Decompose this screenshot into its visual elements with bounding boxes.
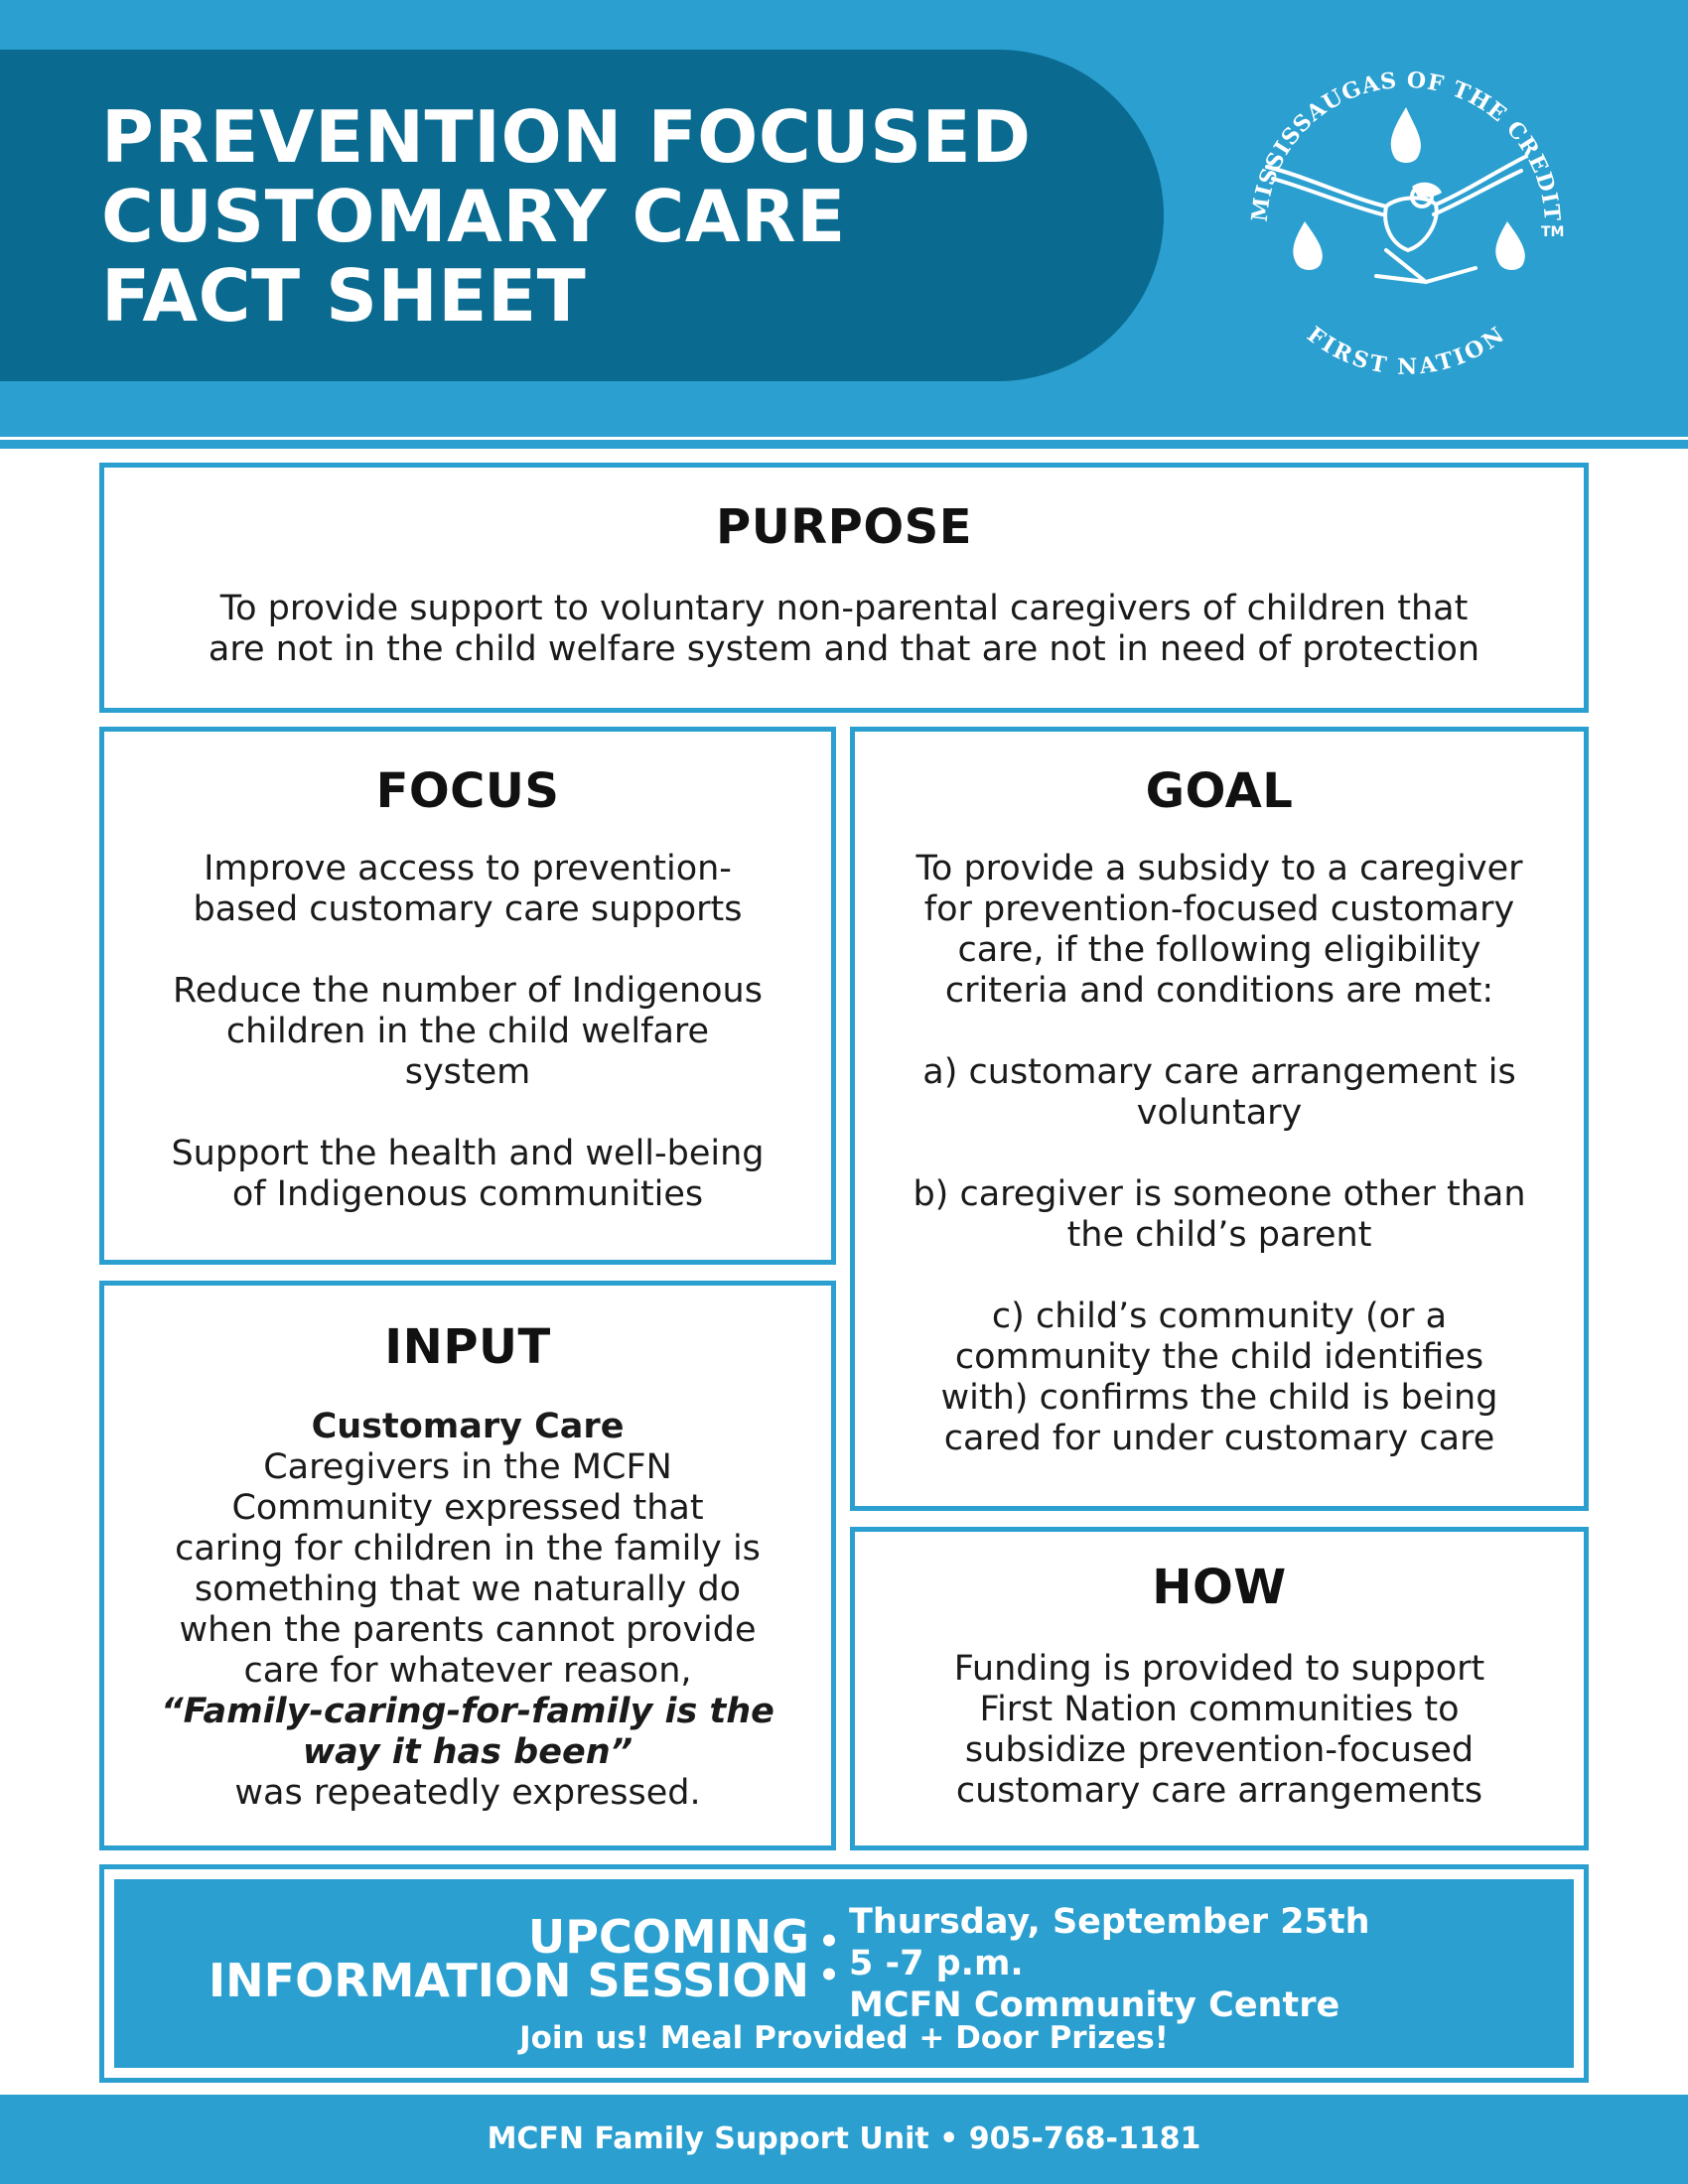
text-line: Caregivers in the MCFN	[263, 1447, 672, 1487]
section-heading: INPUT	[384, 1319, 551, 1375]
label-line: INFORMATION SESSION	[209, 1954, 809, 2007]
title-line: CUSTOMARY CARE	[101, 175, 846, 258]
session-note: Join us! Meal Provided + Door Prizes!	[519, 2020, 1169, 2056]
text-line: the child’s parent	[1066, 1215, 1372, 1255]
goal-item	[867, 1297, 1572, 1459]
section-heading: GOAL	[1145, 763, 1294, 819]
header-divider	[0, 440, 1688, 449]
goal-item	[867, 1052, 1572, 1134]
page-title	[101, 97, 1134, 336]
text-line: was repeatedly expressed.	[234, 1773, 701, 1813]
logo-arc-bottom-text: FIRST NATION	[1302, 322, 1510, 380]
text-line: when the parents cannot provide	[179, 1610, 757, 1650]
text-line: cared for under customary care	[943, 1419, 1495, 1458]
goal-item	[867, 1174, 1572, 1256]
eagle-flames-emblem-icon	[1227, 48, 1585, 405]
bullet: •	[818, 1922, 840, 1962]
text-line: are not in the child welfare system and that are not in need of protection	[208, 629, 1480, 669]
text-line: criteria and conditions are met:	[944, 971, 1494, 1011]
text-line: based customary care supports	[193, 889, 743, 929]
focus-list	[104, 849, 831, 1215]
session-location: MCFN Community Centre	[849, 1985, 1340, 2025]
text-line: Community expressed that	[231, 1488, 704, 1528]
section-heading: HOW	[1152, 1560, 1287, 1615]
how-text	[855, 1649, 1584, 1812]
text-line: Improve access to prevention-	[204, 849, 732, 888]
text-line: care, if the following eligibility	[957, 930, 1481, 970]
text-line: voluntary	[1136, 1093, 1303, 1133]
goal-list	[855, 849, 1584, 1459]
bullet: •	[818, 1956, 840, 1995]
goal-section	[850, 727, 1589, 1511]
goal-item	[867, 849, 1572, 1012]
how-section	[850, 1527, 1589, 1850]
focus-item	[118, 849, 817, 930]
text-line: community the child identifies	[954, 1337, 1484, 1377]
purpose-section	[99, 463, 1589, 713]
logo-trademark: TM	[1541, 224, 1565, 240]
text-line: To provide support to voluntary non-parental caregivers of children that	[219, 589, 1469, 628]
text-line: with) confirms the child is being	[940, 1378, 1498, 1418]
quote-line: “Family-caring-for-family is the	[161, 1692, 774, 1731]
focus-item	[118, 1134, 817, 1215]
text-line: of Indigenous communities	[231, 1174, 704, 1214]
input-subheading: Customary Care	[311, 1407, 625, 1446]
focus-item	[118, 971, 817, 1093]
footer-contact: MCFN Family Support Unit • 905-768-1181	[0, 2095, 1688, 2184]
text-line: To provide a subsidy to a caregiver	[915, 849, 1523, 888]
title-line: PREVENTION FOCUSED	[101, 95, 1032, 179]
info-session-label	[114, 1910, 809, 2007]
input-body	[104, 1407, 831, 1814]
section-heading: PURPOSE	[716, 499, 972, 555]
bullet-separator	[809, 1922, 849, 1995]
session-date: Thursday, September 25th	[849, 1902, 1370, 1942]
eagle-head-icon	[1412, 183, 1442, 198]
svg-text:FIRST NATION	[1302, 322, 1509, 380]
text-line: customary care arrangements	[955, 1771, 1483, 1811]
purpose-text	[104, 589, 1584, 670]
text-line: c) child’s community (or a	[991, 1297, 1448, 1336]
info-session-panel	[114, 1879, 1574, 2068]
text-line: First Nation communities to	[979, 1690, 1460, 1729]
session-time: 5 -7 p.m.	[849, 1944, 1024, 1983]
text-line: system	[404, 1052, 531, 1092]
text-line: Reduce the number of Indigenous	[173, 971, 763, 1011]
info-session-details	[849, 1901, 1544, 2026]
text-line: Funding is provided to support	[953, 1649, 1485, 1689]
text-line: caring for children in the family is	[175, 1529, 761, 1569]
info-session-banner	[99, 1864, 1589, 2083]
text-line: Support the health and well-being	[171, 1134, 765, 1173]
text-line: something that we naturally do	[194, 1570, 742, 1609]
text-line: for prevention-focused customary	[923, 889, 1515, 929]
input-section	[99, 1281, 836, 1850]
focus-section	[99, 727, 836, 1265]
text-line: b) caregiver is someone other than	[913, 1174, 1526, 1214]
text-line: a) customary care arrangement is	[922, 1052, 1516, 1092]
text-line: care for whatever reason,	[243, 1651, 692, 1691]
logo-arc-top-text: MISSISSAUGAS OF THE CREDIT	[1246, 67, 1566, 223]
label-line: UPCOMING	[527, 1910, 809, 1964]
mcfn-logo	[1227, 48, 1585, 405]
title-line: FACT SHEET	[101, 254, 587, 338]
quote-line: way it has been”	[302, 1732, 633, 1772]
text-line: children in the child welfare	[225, 1012, 710, 1051]
section-heading: FOCUS	[375, 763, 560, 819]
text-line: subsidize prevention-focused	[964, 1730, 1475, 1770]
